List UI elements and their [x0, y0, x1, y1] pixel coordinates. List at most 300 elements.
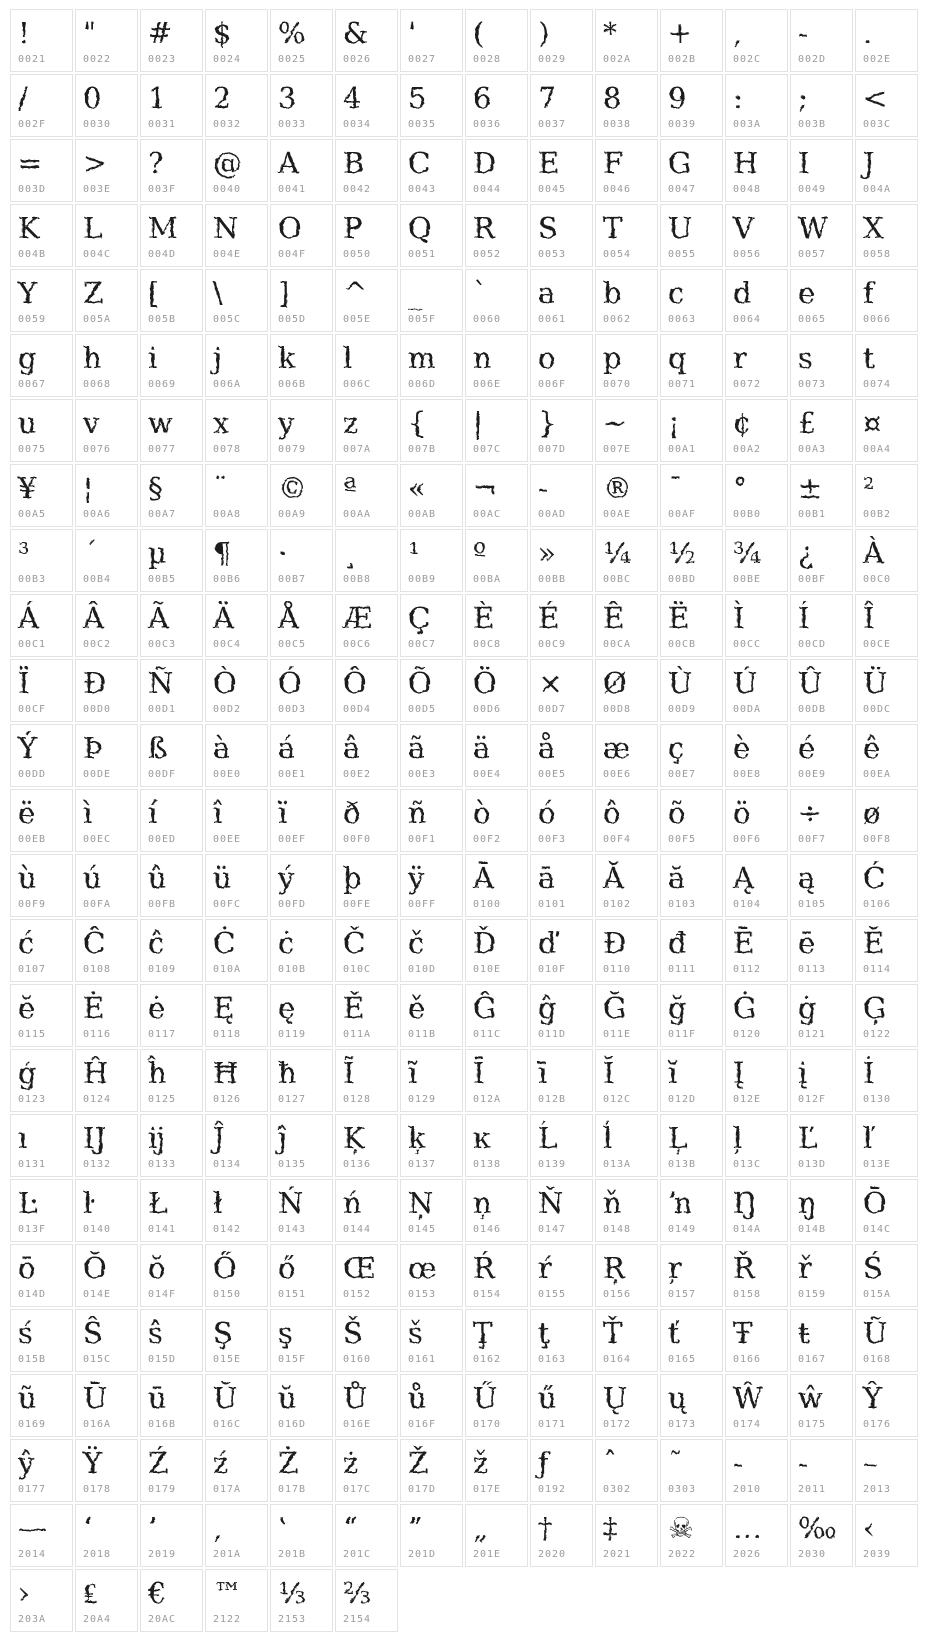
glyph-cell[interactable] — [10, 1569, 73, 1632]
glyph-cell[interactable] — [75, 1439, 138, 1502]
glyph-cell[interactable] — [75, 399, 138, 462]
glyph-cell[interactable] — [660, 204, 723, 267]
glyph-cell[interactable] — [205, 9, 268, 72]
glyph-cell[interactable] — [10, 334, 73, 397]
glyph-cell[interactable] — [75, 789, 138, 852]
glyph-cell[interactable] — [10, 1309, 73, 1372]
glyph-cell[interactable] — [790, 529, 853, 592]
glyph-cell[interactable] — [205, 1439, 268, 1502]
glyph-cell[interactable] — [725, 1439, 788, 1502]
glyph-cell[interactable] — [270, 1569, 333, 1632]
glyph-cell[interactable] — [205, 334, 268, 397]
glyph-cell[interactable] — [530, 594, 593, 657]
glyph-cell[interactable] — [465, 1374, 528, 1437]
glyph-cell[interactable] — [270, 204, 333, 267]
glyph-cell[interactable] — [270, 854, 333, 917]
glyph-cell[interactable] — [75, 139, 138, 202]
glyph-cell[interactable] — [855, 334, 918, 397]
glyph-cell[interactable] — [725, 659, 788, 722]
glyph-cell[interactable] — [595, 984, 658, 1047]
glyph-cell[interactable] — [595, 1439, 658, 1502]
glyph-cell[interactable] — [725, 1244, 788, 1307]
glyph-cell[interactable] — [790, 1439, 853, 1502]
glyph-cell[interactable] — [660, 1114, 723, 1177]
glyph-cell[interactable] — [205, 269, 268, 332]
glyph-cell[interactable] — [140, 464, 203, 527]
glyph-cell[interactable] — [400, 1309, 463, 1372]
glyph-cell[interactable] — [205, 594, 268, 657]
glyph-cell[interactable] — [10, 1244, 73, 1307]
glyph-cell[interactable] — [10, 854, 73, 917]
glyph-cell[interactable] — [595, 1179, 658, 1242]
glyph-cell[interactable] — [140, 854, 203, 917]
glyph-cell[interactable] — [465, 204, 528, 267]
glyph-cell[interactable] — [140, 74, 203, 137]
glyph-cell[interactable] — [465, 1504, 528, 1567]
glyph-cell[interactable] — [595, 399, 658, 462]
glyph-cell[interactable] — [270, 1049, 333, 1112]
glyph-cell[interactable] — [465, 464, 528, 527]
glyph-cell[interactable] — [10, 1114, 73, 1177]
glyph-cell[interactable] — [595, 1309, 658, 1372]
glyph-cell[interactable] — [270, 1439, 333, 1502]
glyph-cell[interactable] — [660, 854, 723, 917]
glyph-cell[interactable] — [530, 1504, 593, 1567]
glyph-cell[interactable] — [400, 269, 463, 332]
glyph-cell[interactable] — [790, 269, 853, 332]
glyph-cell[interactable] — [10, 139, 73, 202]
glyph-cell[interactable] — [725, 594, 788, 657]
glyph-cell[interactable] — [335, 789, 398, 852]
glyph-cell[interactable] — [75, 594, 138, 657]
glyph-cell[interactable] — [335, 1569, 398, 1632]
glyph-cell[interactable] — [270, 789, 333, 852]
glyph-cell[interactable] — [335, 74, 398, 137]
glyph-cell[interactable] — [140, 724, 203, 787]
glyph-cell[interactable] — [725, 789, 788, 852]
glyph-cell[interactable] — [10, 269, 73, 332]
glyph-cell[interactable] — [595, 789, 658, 852]
glyph-cell[interactable] — [530, 1309, 593, 1372]
glyph-cell[interactable] — [595, 9, 658, 72]
glyph-cell[interactable] — [400, 594, 463, 657]
glyph-cell[interactable] — [400, 9, 463, 72]
glyph-cell[interactable] — [400, 1049, 463, 1112]
glyph-cell[interactable] — [725, 1504, 788, 1567]
glyph-cell[interactable] — [400, 1374, 463, 1437]
glyph-cell[interactable] — [205, 854, 268, 917]
glyph-cell[interactable] — [75, 1504, 138, 1567]
glyph-cell[interactable] — [75, 854, 138, 917]
glyph-cell[interactable] — [335, 659, 398, 722]
glyph-cell[interactable] — [465, 724, 528, 787]
glyph-cell[interactable] — [790, 74, 853, 137]
glyph-cell[interactable] — [660, 139, 723, 202]
glyph-cell[interactable] — [530, 139, 593, 202]
glyph-cell[interactable] — [790, 1114, 853, 1177]
glyph-cell[interactable] — [205, 399, 268, 462]
glyph-cell[interactable] — [855, 74, 918, 137]
glyph-cell[interactable] — [855, 854, 918, 917]
glyph-cell[interactable] — [465, 984, 528, 1047]
glyph-cell[interactable] — [595, 919, 658, 982]
glyph-cell[interactable] — [140, 204, 203, 267]
glyph-cell[interactable] — [205, 789, 268, 852]
glyph-cell[interactable] — [205, 659, 268, 722]
glyph-cell[interactable] — [465, 74, 528, 137]
glyph-cell[interactable] — [530, 9, 593, 72]
glyph-cell[interactable] — [75, 204, 138, 267]
glyph-cell[interactable] — [270, 9, 333, 72]
glyph-cell[interactable] — [530, 1049, 593, 1112]
glyph-cell[interactable] — [530, 1439, 593, 1502]
glyph-cell[interactable] — [140, 789, 203, 852]
glyph-cell[interactable] — [400, 789, 463, 852]
glyph-cell[interactable] — [270, 1374, 333, 1437]
glyph-cell[interactable] — [270, 1114, 333, 1177]
glyph-cell[interactable] — [725, 1179, 788, 1242]
glyph-cell[interactable] — [75, 74, 138, 137]
glyph-cell[interactable] — [140, 9, 203, 72]
glyph-cell[interactable] — [270, 269, 333, 332]
glyph-cell[interactable] — [335, 854, 398, 917]
glyph-cell[interactable] — [790, 854, 853, 917]
glyph-cell[interactable] — [790, 1244, 853, 1307]
glyph-cell[interactable] — [725, 529, 788, 592]
glyph-cell[interactable] — [205, 464, 268, 527]
glyph-cell[interactable] — [855, 464, 918, 527]
glyph-cell[interactable] — [790, 1309, 853, 1372]
glyph-cell[interactable] — [595, 1504, 658, 1567]
glyph-cell[interactable] — [725, 399, 788, 462]
glyph-cell[interactable] — [660, 1309, 723, 1372]
glyph-cell[interactable] — [790, 1179, 853, 1242]
glyph-cell[interactable] — [530, 399, 593, 462]
glyph-cell[interactable] — [270, 1179, 333, 1242]
glyph-cell[interactable] — [10, 724, 73, 787]
glyph-cell[interactable] — [140, 984, 203, 1047]
glyph-cell[interactable] — [855, 919, 918, 982]
glyph-cell[interactable] — [855, 1439, 918, 1502]
glyph-cell[interactable] — [660, 984, 723, 1047]
glyph-cell[interactable] — [530, 74, 593, 137]
glyph-cell[interactable] — [205, 984, 268, 1047]
glyph-cell[interactable] — [75, 1569, 138, 1632]
glyph-cell[interactable] — [855, 399, 918, 462]
glyph-cell[interactable] — [465, 9, 528, 72]
glyph-cell[interactable] — [660, 269, 723, 332]
glyph-cell[interactable] — [660, 334, 723, 397]
glyph-cell[interactable] — [75, 1179, 138, 1242]
glyph-cell[interactable] — [725, 1049, 788, 1112]
glyph-cell[interactable] — [270, 529, 333, 592]
glyph-cell[interactable] — [270, 659, 333, 722]
glyph-cell[interactable] — [75, 1374, 138, 1437]
glyph-cell[interactable] — [465, 919, 528, 982]
glyph-cell[interactable] — [725, 1309, 788, 1372]
glyph-cell[interactable] — [335, 399, 398, 462]
glyph-cell[interactable] — [140, 1114, 203, 1177]
glyph-cell[interactable] — [205, 1569, 268, 1632]
glyph-cell[interactable] — [270, 1244, 333, 1307]
glyph-cell[interactable] — [855, 1179, 918, 1242]
glyph-cell[interactable] — [400, 984, 463, 1047]
glyph-cell[interactable] — [790, 204, 853, 267]
glyph-cell[interactable] — [660, 724, 723, 787]
glyph-cell[interactable] — [10, 464, 73, 527]
glyph-cell[interactable] — [75, 724, 138, 787]
glyph-cell[interactable] — [400, 854, 463, 917]
glyph-cell[interactable] — [595, 269, 658, 332]
glyph-cell[interactable] — [855, 1374, 918, 1437]
glyph-cell[interactable] — [595, 1244, 658, 1307]
glyph-cell[interactable] — [270, 1504, 333, 1567]
glyph-cell[interactable] — [855, 1244, 918, 1307]
glyph-cell[interactable] — [270, 464, 333, 527]
glyph-cell[interactable] — [75, 659, 138, 722]
glyph-cell[interactable] — [270, 919, 333, 982]
glyph-cell[interactable] — [205, 1504, 268, 1567]
glyph-cell[interactable] — [335, 1504, 398, 1567]
glyph-cell[interactable] — [400, 1179, 463, 1242]
glyph-cell[interactable] — [335, 1049, 398, 1112]
glyph-cell[interactable] — [855, 1309, 918, 1372]
glyph-cell[interactable] — [595, 529, 658, 592]
glyph-cell[interactable] — [10, 74, 73, 137]
glyph-cell[interactable] — [335, 334, 398, 397]
glyph-cell[interactable] — [660, 9, 723, 72]
glyph-cell[interactable] — [595, 1114, 658, 1177]
glyph-cell[interactable] — [205, 204, 268, 267]
glyph-cell[interactable] — [270, 139, 333, 202]
glyph-cell[interactable] — [335, 9, 398, 72]
glyph-cell[interactable] — [595, 854, 658, 917]
glyph-cell[interactable] — [465, 789, 528, 852]
glyph-cell[interactable] — [75, 1049, 138, 1112]
glyph-cell[interactable] — [205, 724, 268, 787]
glyph-cell[interactable] — [660, 74, 723, 137]
glyph-cell[interactable] — [660, 789, 723, 852]
glyph-cell[interactable] — [270, 724, 333, 787]
glyph-cell[interactable] — [140, 1439, 203, 1502]
glyph-cell[interactable] — [530, 464, 593, 527]
glyph-cell[interactable] — [530, 1114, 593, 1177]
glyph-cell[interactable] — [270, 984, 333, 1047]
glyph-cell[interactable] — [465, 1439, 528, 1502]
glyph-cell[interactable] — [335, 919, 398, 982]
glyph-cell[interactable] — [465, 399, 528, 462]
glyph-cell[interactable] — [660, 1374, 723, 1437]
glyph-cell[interactable] — [400, 724, 463, 787]
glyph-cell[interactable] — [530, 659, 593, 722]
glyph-cell[interactable] — [10, 1049, 73, 1112]
glyph-cell[interactable] — [335, 594, 398, 657]
glyph-cell[interactable] — [530, 919, 593, 982]
glyph-cell[interactable] — [205, 1179, 268, 1242]
glyph-cell[interactable] — [205, 1049, 268, 1112]
glyph-cell[interactable] — [400, 1439, 463, 1502]
glyph-cell[interactable] — [660, 1049, 723, 1112]
glyph-cell[interactable] — [855, 9, 918, 72]
glyph-cell[interactable] — [595, 464, 658, 527]
glyph-cell[interactable] — [400, 74, 463, 137]
glyph-cell[interactable] — [270, 1309, 333, 1372]
glyph-cell[interactable] — [855, 659, 918, 722]
glyph-cell[interactable] — [400, 919, 463, 982]
glyph-cell[interactable] — [335, 984, 398, 1047]
glyph-cell[interactable] — [465, 1114, 528, 1177]
glyph-cell[interactable] — [465, 854, 528, 917]
glyph-cell[interactable] — [75, 529, 138, 592]
glyph-cell[interactable] — [465, 139, 528, 202]
glyph-cell[interactable] — [660, 464, 723, 527]
glyph-cell[interactable] — [530, 1179, 593, 1242]
glyph-cell[interactable] — [400, 1114, 463, 1177]
glyph-cell[interactable] — [530, 984, 593, 1047]
glyph-cell[interactable] — [335, 1439, 398, 1502]
glyph-cell[interactable] — [530, 1244, 593, 1307]
glyph-cell[interactable] — [140, 1569, 203, 1632]
glyph-cell[interactable] — [595, 1049, 658, 1112]
glyph-cell[interactable] — [10, 984, 73, 1047]
glyph-cell[interactable] — [335, 1374, 398, 1437]
glyph-cell[interactable] — [660, 1504, 723, 1567]
glyph-cell[interactable] — [10, 789, 73, 852]
glyph-cell[interactable] — [530, 789, 593, 852]
glyph-cell[interactable] — [660, 399, 723, 462]
glyph-cell[interactable] — [335, 204, 398, 267]
glyph-cell[interactable] — [140, 139, 203, 202]
glyph-cell[interactable] — [855, 269, 918, 332]
glyph-cell[interactable] — [205, 529, 268, 592]
glyph-cell[interactable] — [530, 1374, 593, 1437]
glyph-cell[interactable] — [530, 724, 593, 787]
glyph-cell[interactable] — [140, 659, 203, 722]
glyph-cell[interactable] — [400, 1244, 463, 1307]
glyph-cell[interactable] — [660, 594, 723, 657]
glyph-cell[interactable] — [140, 1049, 203, 1112]
glyph-cell[interactable] — [855, 594, 918, 657]
glyph-cell[interactable] — [855, 984, 918, 1047]
glyph-cell[interactable] — [335, 269, 398, 332]
glyph-cell[interactable] — [725, 9, 788, 72]
glyph-cell[interactable] — [140, 1374, 203, 1437]
glyph-cell[interactable] — [140, 269, 203, 332]
glyph-cell[interactable] — [790, 1374, 853, 1437]
glyph-cell[interactable] — [790, 139, 853, 202]
glyph-cell[interactable] — [270, 74, 333, 137]
glyph-cell[interactable] — [75, 269, 138, 332]
glyph-cell[interactable] — [725, 724, 788, 787]
glyph-cell[interactable] — [205, 1309, 268, 1372]
glyph-cell[interactable] — [530, 334, 593, 397]
glyph-cell[interactable] — [140, 1309, 203, 1372]
glyph-cell[interactable] — [75, 464, 138, 527]
glyph-cell[interactable] — [855, 204, 918, 267]
glyph-cell[interactable] — [790, 594, 853, 657]
glyph-cell[interactable] — [75, 919, 138, 982]
glyph-cell[interactable] — [790, 724, 853, 787]
glyph-cell[interactable] — [725, 74, 788, 137]
glyph-cell[interactable] — [465, 1309, 528, 1372]
glyph-cell[interactable] — [660, 1179, 723, 1242]
glyph-cell[interactable] — [855, 139, 918, 202]
glyph-cell[interactable] — [790, 659, 853, 722]
glyph-cell[interactable] — [400, 204, 463, 267]
glyph-cell[interactable] — [335, 139, 398, 202]
glyph-cell[interactable] — [10, 919, 73, 982]
glyph-cell[interactable] — [140, 919, 203, 982]
glyph-cell[interactable] — [855, 1049, 918, 1112]
glyph-cell[interactable] — [205, 139, 268, 202]
glyph-cell[interactable] — [790, 334, 853, 397]
glyph-cell[interactable] — [855, 724, 918, 787]
glyph-cell[interactable] — [205, 1114, 268, 1177]
glyph-cell[interactable] — [660, 529, 723, 592]
glyph-cell[interactable] — [790, 789, 853, 852]
glyph-cell[interactable] — [400, 529, 463, 592]
glyph-cell[interactable] — [205, 919, 268, 982]
glyph-cell[interactable] — [75, 334, 138, 397]
glyph-cell[interactable] — [660, 1244, 723, 1307]
glyph-cell[interactable] — [75, 984, 138, 1047]
glyph-cell[interactable] — [725, 139, 788, 202]
glyph-cell[interactable] — [10, 1439, 73, 1502]
glyph-cell[interactable] — [465, 269, 528, 332]
glyph-cell[interactable] — [790, 464, 853, 527]
glyph-cell[interactable] — [140, 334, 203, 397]
glyph-cell[interactable] — [530, 529, 593, 592]
glyph-cell[interactable] — [595, 139, 658, 202]
glyph-cell[interactable] — [725, 334, 788, 397]
glyph-cell[interactable] — [10, 1179, 73, 1242]
glyph-cell[interactable] — [335, 1309, 398, 1372]
glyph-cell[interactable] — [725, 854, 788, 917]
glyph-cell[interactable] — [10, 204, 73, 267]
glyph-cell[interactable] — [855, 789, 918, 852]
glyph-cell[interactable] — [75, 1114, 138, 1177]
glyph-cell[interactable] — [595, 659, 658, 722]
glyph-cell[interactable] — [270, 334, 333, 397]
glyph-cell[interactable] — [725, 1374, 788, 1437]
glyph-cell[interactable] — [10, 1504, 73, 1567]
glyph-cell[interactable] — [10, 594, 73, 657]
glyph-cell[interactable] — [725, 269, 788, 332]
glyph-cell[interactable] — [335, 724, 398, 787]
glyph-cell[interactable] — [400, 659, 463, 722]
glyph-cell[interactable] — [595, 334, 658, 397]
glyph-cell[interactable] — [400, 139, 463, 202]
glyph-cell[interactable] — [140, 594, 203, 657]
glyph-cell[interactable] — [855, 529, 918, 592]
glyph-cell[interactable] — [10, 399, 73, 462]
glyph-cell[interactable] — [595, 724, 658, 787]
glyph-cell[interactable] — [790, 399, 853, 462]
glyph-cell[interactable] — [530, 854, 593, 917]
glyph-cell[interactable] — [400, 464, 463, 527]
glyph-cell[interactable] — [335, 1244, 398, 1307]
glyph-cell[interactable] — [790, 984, 853, 1047]
glyph-cell[interactable] — [75, 9, 138, 72]
glyph-cell[interactable] — [465, 594, 528, 657]
glyph-cell[interactable] — [595, 74, 658, 137]
glyph-cell[interactable] — [205, 1244, 268, 1307]
glyph-cell[interactable] — [10, 1374, 73, 1437]
glyph-cell[interactable] — [790, 1504, 853, 1567]
glyph-cell[interactable] — [530, 269, 593, 332]
glyph-cell[interactable] — [790, 1049, 853, 1112]
glyph-cell[interactable] — [140, 529, 203, 592]
